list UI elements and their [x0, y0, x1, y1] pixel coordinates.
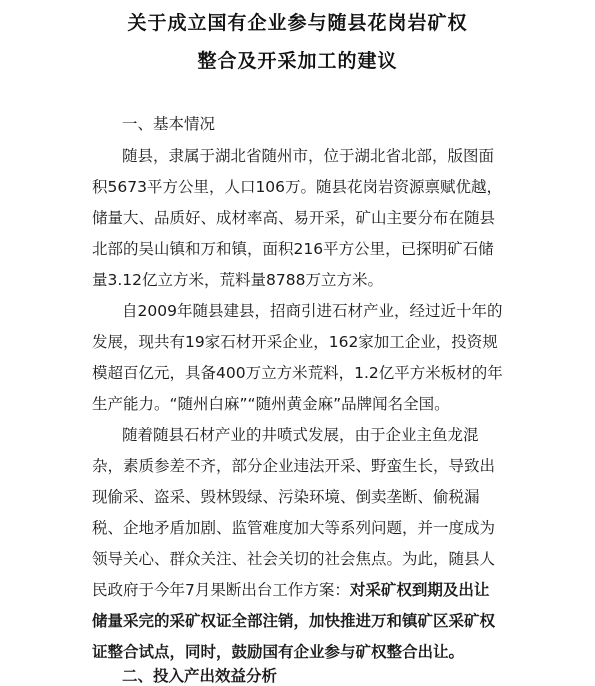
- paragraph3-line: 现偷采、盗采、毁林毁绿、污染环境、倒卖垄断、偷税漏: [92, 488, 480, 506]
- paragraph3-line: 税、企地矛盾加剧、监管难度加大等系列问题，并一度成为: [92, 519, 496, 537]
- paragraph3-bold-line: [92, 640, 464, 662]
- section2-heading: 二、投入产出效益分析: [122, 667, 278, 685]
- paragraph2-line: 发展，现共有19家石材开采企业，162家加工企业，投资规: [92, 333, 498, 351]
- paragraph3-line: 领导关心、群众关注、社会关切的社会焦点。为此，随县人: [92, 550, 496, 568]
- paragraph2-line: 自2009年随县建县，招商引进石材产业，经过近十年的: [122, 302, 503, 320]
- paragraph3-bold-text: 证整合试点，同时，鼓励国有企业参与矿权整合出让。: [92, 643, 465, 661]
- paragraph3-normal-text: 民政府于今年7月果断出台工作方案：: [92, 581, 350, 599]
- document-title-line1: 关于成立国有企业参与随县花岗岩矿权: [127, 12, 468, 34]
- document-title-line2: 整合及开采加工的建议: [197, 50, 398, 72]
- paragraph3-line-mixed: [92, 578, 489, 600]
- paragraph3-bold-text: 对采矿权到期及出让: [349, 581, 490, 599]
- paragraph3-bold-text: 储量采完的采矿权证全部注销，加快推进万和镇矿区采矿权: [92, 612, 496, 630]
- paragraph2-line: 生产能力。“随州白麻”“随州黄金麻”品牌闻名全国。: [92, 395, 450, 413]
- paragraph1-line: 积5673平方公里，人口106万。随县花岗岩资源禀赋优越，: [92, 178, 503, 196]
- paragraph3-bold-line: [92, 609, 495, 631]
- paragraph1-line: 储量大、品质好、成材率高、易开采，矿山主要分布在随县: [92, 209, 496, 227]
- paragraph3-line: 杂，素质参差不齐，部分企业违法开采、野蛮生长，导致出: [92, 457, 496, 475]
- paragraph1-line: 量3.12亿立方米，荒料量8788万立方米。: [92, 271, 383, 289]
- paragraph1-line: 北部的吴山镇和万和镇，面积216平方公里，已探明矿石储: [92, 240, 494, 258]
- paragraph3-line: 随着随县石材产业的井喷式发展，由于企业主鱼龙混: [122, 426, 479, 444]
- paragraph2-line: 模超百亿元，具备400万立方米荒料，1.2亿平方米板材的年: [92, 364, 503, 382]
- paragraph1-line: 随县，隶属于湖北省随州市，位于湖北省北部，版图面: [122, 147, 495, 165]
- section1-heading: 一、基本情况: [122, 115, 216, 133]
